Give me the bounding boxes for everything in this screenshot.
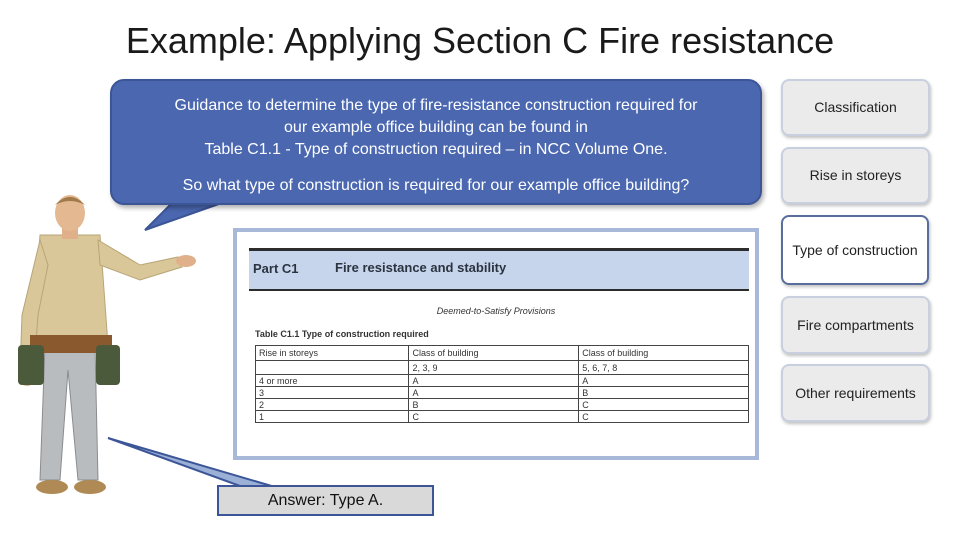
table-cell: 5, 6, 7, 8 [579,361,749,375]
table-header-row [256,346,749,361]
callout-paragraph [112,95,760,161]
table-cell: 2, 3, 9 [409,361,579,375]
table-subheader-row [256,361,749,375]
table-header-cell: Rise in storeys [256,346,409,361]
table-row [256,375,749,387]
nav-item-type-of-construction[interactable]: Type of construction [781,215,929,285]
nav-item-rise-in-storeys[interactable]: Rise in storeys [781,147,930,204]
table-cell: C [579,411,749,423]
table-cell: A [579,375,749,387]
callout-box [110,79,762,205]
table-cell: 3 [256,387,409,399]
table-cell: A [409,375,579,387]
callout-line-2: our example office building can be found in [284,119,588,136]
table-cell: 4 or more [256,375,409,387]
nav-item-other-requirements[interactable]: Other requirements [781,364,930,422]
table-cell: 1 [256,411,409,423]
construction-type-table [255,345,749,423]
table-cell: B [579,387,749,399]
table-cell: A [409,387,579,399]
table-cell: C [579,399,749,411]
table-cell: 2 [256,399,409,411]
doc-heading: Fire resistance and stability [335,260,507,275]
slide-title: Example: Applying Section C Fire resistance [125,20,835,61]
callout-line-1: Guidance to determine the type of fire-resistance construction required for [174,97,698,114]
answer-box: Answer: Type A. [217,485,434,516]
table-header-cell: Class of building [409,346,579,361]
table-row [256,411,749,423]
doc-part-label: Part C1 [253,261,299,276]
nav-item-fire-compartments[interactable]: Fire compartments [781,296,930,354]
doc-table-title: Table C1.1 Type of construction required [255,329,429,339]
table-cell: B [409,399,579,411]
doc-provisions-label: Deemed-to-Satisfy Provisions [436,306,556,316]
worker-illustration [0,195,200,505]
table-row [256,399,749,411]
table-header-cell: Class of building [579,346,749,361]
table-row [256,387,749,399]
table-cell [256,361,409,375]
ncc-table-excerpt [233,228,759,460]
doc-header-band [249,248,749,291]
nav-item-classification[interactable]: Classification [781,79,930,136]
callout-line-3: Table C1.1 - Type of construction required – in NCC Volume One. [204,141,668,158]
callout-question: So what type of construction is required for our example office building? [182,177,690,194]
table-cell: C [409,411,579,423]
